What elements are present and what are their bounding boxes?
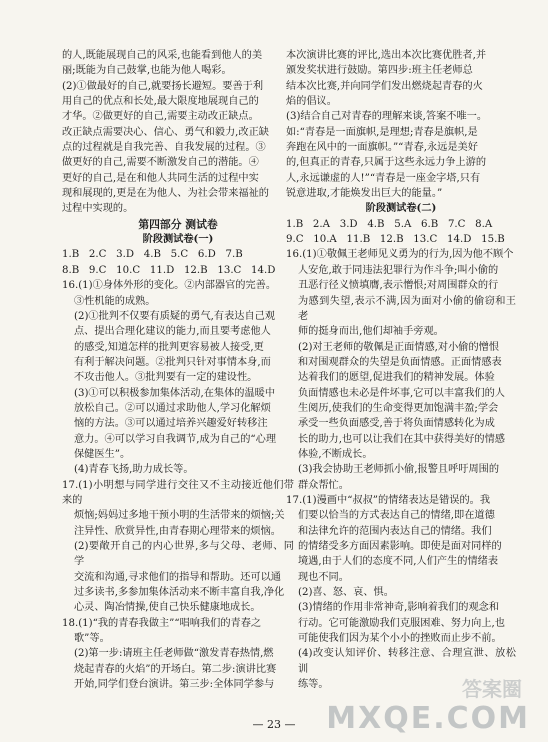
question-17-answer <box>286 493 516 692</box>
test-title-2: 阶段测试卷(二) <box>365 202 437 215</box>
text-line: 人,永远谦虚的人!”“青春是一座金字塔,只有 <box>286 172 481 184</box>
text-line: 保健医生”。 <box>74 448 131 460</box>
text-line: 的感受,知道怎样的批判更容易被人接受,更 <box>74 341 264 353</box>
text-line: 才华。②做更好的自己,需要主动改正缺点。 <box>62 111 259 123</box>
page-number: — 23 — <box>252 718 296 731</box>
text-line: 放松自己。②可以通过求助他人,学习化解烦 <box>74 402 271 414</box>
text-line: 烧起青春的火焰”的开场白。第二步:演讲比赛 <box>74 663 277 675</box>
question-17-answer <box>62 478 294 616</box>
text-line: 开始,同学们登台演讲。第三步:全体同学参与 <box>74 679 275 691</box>
text-line: (2)要敞开自己的内心世界,多与父母、老师、同学 <box>74 541 294 568</box>
text-line: (3)结合自己对青春的理解来谈,答案不唯一。 <box>286 111 488 123</box>
text-line: 长的助力,也可以让我们在其中获得美好的情感 <box>298 433 505 445</box>
test-title-1: 阶段测试卷(一) <box>142 233 214 246</box>
text-line: 群众帮忙。 <box>298 479 349 491</box>
answer-row: 8.B 9.C 10.C 11.D 12.B 13.C 14.D <box>62 264 276 276</box>
text-line: (4)青春飞扬,助力成长等。 <box>74 464 194 476</box>
text-line: 师的挺身而出,他们却袖手旁观。 <box>298 326 444 338</box>
text-line: (2)①做最好的自己,就要扬长避短。要善于利 <box>62 80 264 92</box>
text-line: 焰的倡议。 <box>286 96 337 108</box>
text-line: 和对围观群众的失望是负面情感。正面情感表 <box>298 356 502 368</box>
text-line: 交流和沟通,寻求他们的指导和帮助。还可以通 <box>74 571 281 583</box>
text-line: 达着我们的愿望,促进我们的精神发展。体验 <box>298 372 495 384</box>
text-line: 丽;既能为自己鼓掌,也能为他人喝彩。 <box>62 65 232 77</box>
text-line: 改正缺点需要决心、信心、勇气和毅力,改正缺 <box>62 126 269 138</box>
text-line: 如:“青春是一面旗帜,是理想;青春是旗帜,是 <box>286 126 478 138</box>
text-line: 过程中实现的。 <box>62 203 134 215</box>
text-line: 颁发奖状进行鼓励。第四步:班主任老师总 <box>286 65 473 77</box>
text-line: 的人,既能展现自己的风采,也能看到他人的美 <box>62 50 263 61</box>
watermark-logo: 答案圈 <box>462 677 522 701</box>
text-line: 恼的方法。③可以通过培养兴趣爱好转移注 <box>74 418 268 430</box>
text-line: 行动。它可能激励我们克服困难、努力向上,也 <box>298 617 505 629</box>
text-line: 意力。④可以学习自我调节,成为自己的“心理 <box>74 433 277 445</box>
text-line: ③性机能的成熟。 <box>74 295 156 307</box>
watermark-logo: MXQE.COM <box>326 701 530 736</box>
text-line: 有利于解决问题。②批判只针对事情本身,而 <box>74 356 271 368</box>
text-line: 烦恼;妈妈过多地干预小明的生活带来的烦恼;关 <box>74 510 285 522</box>
text-line: 练等。 <box>298 679 329 691</box>
text-line: (3)①可以积极参加集体活动,在集体的温暖中 <box>74 387 276 399</box>
text-line: (2)①批判不仅要有质疑的勇气,有表达自己观 <box>74 310 276 322</box>
text-line: (3)我会协助王老师抓小偷,报警且呼吁周围的 <box>298 464 500 476</box>
text-line: 过多读书,多参加集体活动来不断丰富自我,净化 <box>74 587 285 599</box>
question-16-answer <box>62 278 294 477</box>
text-line: 点、提出合理化建议的能力,而且要考虑他人 <box>74 326 271 338</box>
text-line: 点的过程就是自我完善、自我发展的过程。③ <box>62 142 266 154</box>
left-top-text <box>62 48 294 217</box>
text-line: 结本次比赛,并向同学们发出燃烧起青春的火 <box>286 80 483 92</box>
text-line: 锐意进取,才能焕发出巨大的能量。” <box>286 188 443 200</box>
text-line: 丑恶行径义愤填膺,表示憎恨;对周围群众的行 <box>298 280 499 292</box>
answer-row: 1.B 2.C 3.D 4.B 5.C 6.D 7.B <box>62 249 243 261</box>
text-line: 注异性、欣赏异性,由青春期心理带来的烦恼。 <box>74 525 281 537</box>
text-line: 们要以恰当的方式表达自己的情绪,即在道德 <box>298 510 495 522</box>
text-line: 16.(1)①敬佩王老师见义勇为的行为,因为他不顾个 <box>286 249 514 261</box>
text-line: 歌”等。 <box>74 633 110 645</box>
text-line: 用自己的优点和长处,最大限度地展现自己的 <box>62 96 259 108</box>
section-title: 第四部分 测试卷 <box>138 217 218 231</box>
text-line: 现和展现的,更是在为他人、为社会带来福祉的 <box>62 188 269 200</box>
question-16-answer <box>286 247 516 493</box>
text-line: 体验,不断成长。 <box>298 448 373 460</box>
left-column <box>62 48 294 692</box>
text-line: 心灵、陶冶情操,使自己快乐健康地成长。 <box>74 602 261 614</box>
text-line: (4)改变认知评价、转移注意、合理宣泄、放松训 <box>298 648 516 675</box>
text-line: 做更好的自己,需要不断激发自己的潜能。④ <box>62 157 259 169</box>
text-line: 承受一些负面感受,善于将负面情感转化为成 <box>298 418 495 430</box>
right-top-text <box>286 48 516 201</box>
right-column <box>286 48 516 692</box>
text-line: 16.(1)①身体外形的变化。②内部器官的完善。 <box>62 280 277 292</box>
text-line: 境遇,由于人们的态度不同,人们产生的情绪表 <box>298 556 499 568</box>
text-line: (3)情绪的作用非常神奇,影响着我们的观念和 <box>298 602 500 614</box>
text-line: 负面情感也未必是件坏事,它可以丰富我们的人 <box>298 387 505 399</box>
text-line: 的情绪受多方面因素影响。即使是面对同样的 <box>298 541 502 552</box>
text-line: 的,但真正的青春,只属于这些永远力争上游的 <box>286 157 487 169</box>
text-line: 17.(1)小明想与同学进行交往又不主动接近他们带来的 <box>62 479 294 506</box>
text-line: 17.(1)漫画中“叔叔”的情绪表达是错误的。我 <box>286 494 491 506</box>
text-line: 不攻击他人。③批判要有一定的建设性。 <box>74 372 258 384</box>
answer-row: 9.C 10.A 11.B 12.B 13.C 14.D 15.B <box>286 234 505 246</box>
text-line: 本次演讲比赛的评比,选出本次比赛优胜者,并 <box>286 50 487 61</box>
text-line: (2)喜、怒、哀、惧。 <box>298 587 394 599</box>
text-line: 奔跑在风中的一面旗帜。”“青春,永远是美好 <box>286 142 478 154</box>
text-line: 可能使我们因为某个小小的挫败而止步不前。 <box>298 633 502 645</box>
text-line: 人安危,敢于同违法犯罪行为作斗争;叫小偷的 <box>298 264 499 276</box>
text-line: (2)对王老师的敬佩是正面情感,对小偷的憎恨 <box>298 341 500 353</box>
text-line: 和法律允许的范围内表达自己的情绪。我们 <box>298 525 492 537</box>
text-line: 为感到失望,表示不满,因为面对小偷的偷窃和王老 <box>298 295 516 322</box>
text-line: (2)第一步:请班主任老师做“激发青春热情,燃 <box>74 648 274 660</box>
question-18-answer <box>62 616 294 693</box>
answer-row: 1.B 2.A 3.D 4.B 5.A 6.B 7.C 8.A <box>286 218 493 230</box>
text-line: 18.(1)“我的青春我做主”“唱响我们的青春之 <box>62 617 262 629</box>
text-line: 更好的自己,是在和他人共同生活的过程中实 <box>62 172 259 184</box>
text-line: 现也不同。 <box>298 571 349 583</box>
text-line: 生阅历,使我们的生命变得更加饱满丰盈;学会 <box>298 402 499 414</box>
